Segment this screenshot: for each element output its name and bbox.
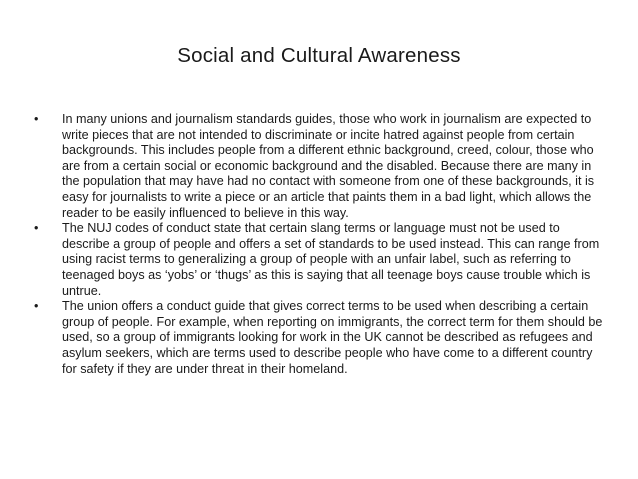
bullet-text-3: The union offers a conduct guide that gives correct terms to be used when describing a certain group of people. For example, when reporting on immigrants, the correct term for them should be used, so a group of immigrants looking for work in the UK cannot be described as refugees and asylum seekers, which are terms used to describe people who have come to a different country for safety if they are under threat in their homeland.: [62, 299, 603, 376]
bullet-marker: •: [34, 299, 39, 314]
bullet-marker: •: [34, 221, 39, 236]
bullet-item-2: [34, 221, 606, 299]
bullet-marker: •: [34, 112, 39, 126]
bullet-list: [34, 112, 606, 377]
bullet-item-1: [34, 112, 606, 221]
bullet-text-2: The NUJ codes of conduct state that certain slang terms or language must not be used to describe a group of people and offers a set of standards to be used instead. This can range from using racist terms to generalizing a group of people with an unfair label, such as referring to teenaged boys as ‘yobs’ or ‘thugs’ as this is saying that all teenage boys cause trouble which is untrue.: [62, 221, 600, 298]
bullet-item-3: [34, 299, 606, 377]
slide-title: Social and Cultural Awareness: [177, 44, 461, 67]
bullet-text-1: In many unions and journalism standards guides, those who work in journalism are expected to write pieces that are not intended to discriminate or incite hatred against people from certain backgrounds. This includes people from a different ethnic background, creed, colour, those who are from a certain social or economic background and the disabled. Because there are many in the population that may have had no contact with someone from one of these backgrounds, it is easy for journalists to write a piece or an article that paints them in a bad light, which allows the reader to be easily influenced to believe in this way.: [62, 112, 595, 220]
